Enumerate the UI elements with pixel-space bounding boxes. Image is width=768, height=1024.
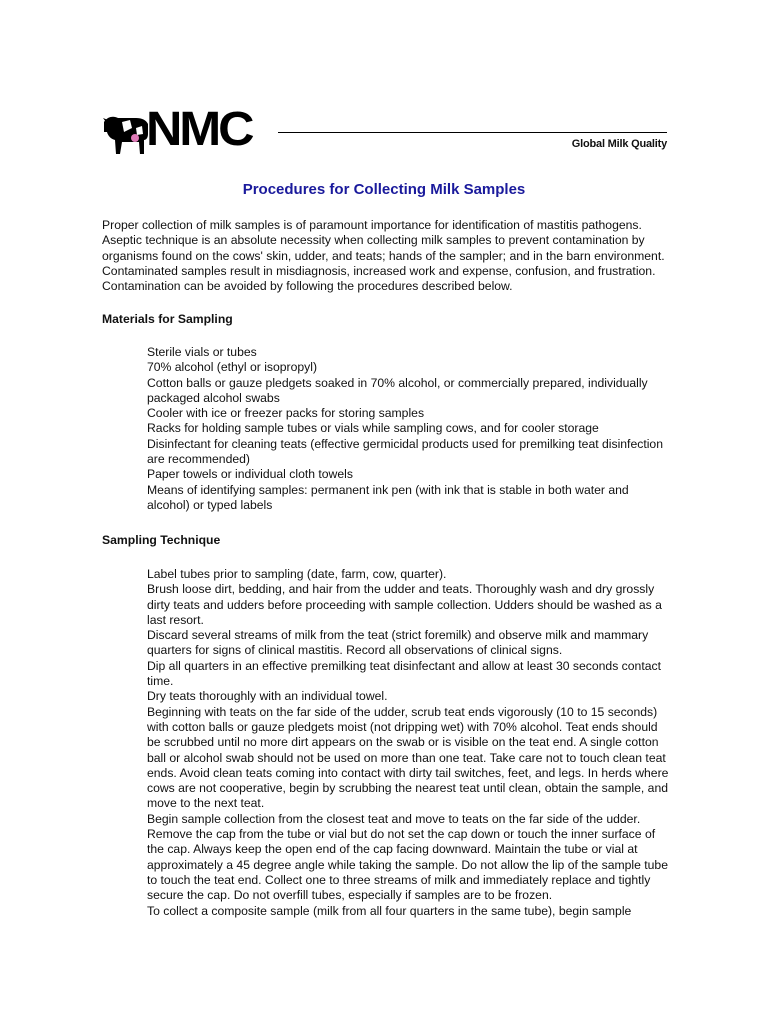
list-item: Brush loose dirt, bedding, and hair from the udder and teats. Thoroughly wash and dry grossly dirty teats and udders before proceeding with sample collection. Udders should be washed as a last resort. bbox=[147, 582, 662, 627]
page-title: Procedures for Collecting Milk Samples bbox=[242, 181, 526, 198]
list-item: Means of identifying samples: permanent ink pen (with ink that is stable in both water and alcohol) or typed labels bbox=[147, 482, 629, 512]
technique-list bbox=[147, 567, 669, 919]
list-item: Sterile vials or tubes bbox=[147, 345, 257, 359]
list-item: To collect a composite sample (milk from all four quarters in the same tube), begin sample bbox=[147, 903, 632, 918]
nmc-logo-text: NMC bbox=[146, 103, 252, 156]
list-item: Dry teats thoroughly with an individual towel. bbox=[147, 689, 388, 704]
technique-heading: Sampling Technique bbox=[102, 533, 221, 547]
list-item: Cotton balls or gauze pledgets soaked in 70% alcohol, or commercially prepared, individually packaged alcohol swabs bbox=[147, 375, 648, 405]
materials-heading: Materials for Sampling bbox=[102, 312, 233, 326]
list-item: Begin sample collection from the closest teat and move to teats on the far side of the udder. Remove the cap from the tube or vial but do not set the cap down or touch the inner surface of the cap. Always keep the open end of the cap facing downward. Maintain the tube or vial at approximately a 45 degree angle while taking the sample. Do not allow the lip of the sample tube to touch the teat end. Collect one to three streams of milk and immediately replace and tightly secure the cap. Do not overfill tubes, especially if samples are to be frozen. bbox=[147, 811, 668, 903]
list-item: Discard several streams of milk from the teat (strict foremilk) and observe milk and mammary quarters for signs of clinical mastitis. Record all observations of clinical signs. bbox=[147, 628, 649, 658]
list-item: Beginning with teats on the far side of the udder, scrub teat ends vigorously (10 to 15 seconds) with cotton balls or gauze pledgets moist (not dripping wet) with 70% alcohol. Teat ends should be scrubbed until no more dirt appears on the swab or is visible on the teat end. A single cotton ball or alcohol swab should not be used on more than one teat. Take care not to touch clean teat ends. Avoid clean teats coming into contact with dirty tail switches, feet, and legs. In herds where cows are not cooperative, begin by scrubbing the nearest teat until clean, obtain the sample, and move to the next teat. bbox=[147, 704, 669, 811]
header-tagline: Global Milk Quality bbox=[571, 138, 667, 150]
list-item: Cooler with ice or freezer packs for storing samples bbox=[147, 406, 425, 421]
list-item: Label tubes prior to sampling (date, farm, cow, quarter). bbox=[147, 567, 447, 581]
materials-list bbox=[147, 345, 669, 513]
list-item: 70% alcohol (ethyl or isopropyl) bbox=[147, 360, 318, 375]
cow-logo-icon bbox=[102, 108, 150, 156]
list-item: Disinfectant for cleaning teats (effective germicidal products used for premilking teat disinfection are recommended) bbox=[147, 436, 663, 467]
list-item: Dip all quarters in an effective premilking teat disinfectant and allow at least 30 seconds contact time. bbox=[147, 658, 661, 689]
header-divider bbox=[278, 132, 667, 133]
intro-paragraph: Proper collection of milk samples is of paramount importance for identification of mastitis pathogens. Aseptic technique is an absolute necessity when collecting milk samples to prevent contamination by organisms found on the cows' skin, udder, and teats; hands of the sampler; and in the barn environment. Contaminated samples result in misdiagnosis, increased work and expense, confusion, and frustration. Contamination can be avoided by following the procedures described below. bbox=[102, 218, 665, 294]
list-item: Racks for holding sample tubes or vials while sampling cows, and for cooler storage bbox=[147, 421, 599, 436]
page-header bbox=[102, 103, 667, 158]
list-item: Paper towels or individual cloth towels bbox=[147, 467, 353, 482]
